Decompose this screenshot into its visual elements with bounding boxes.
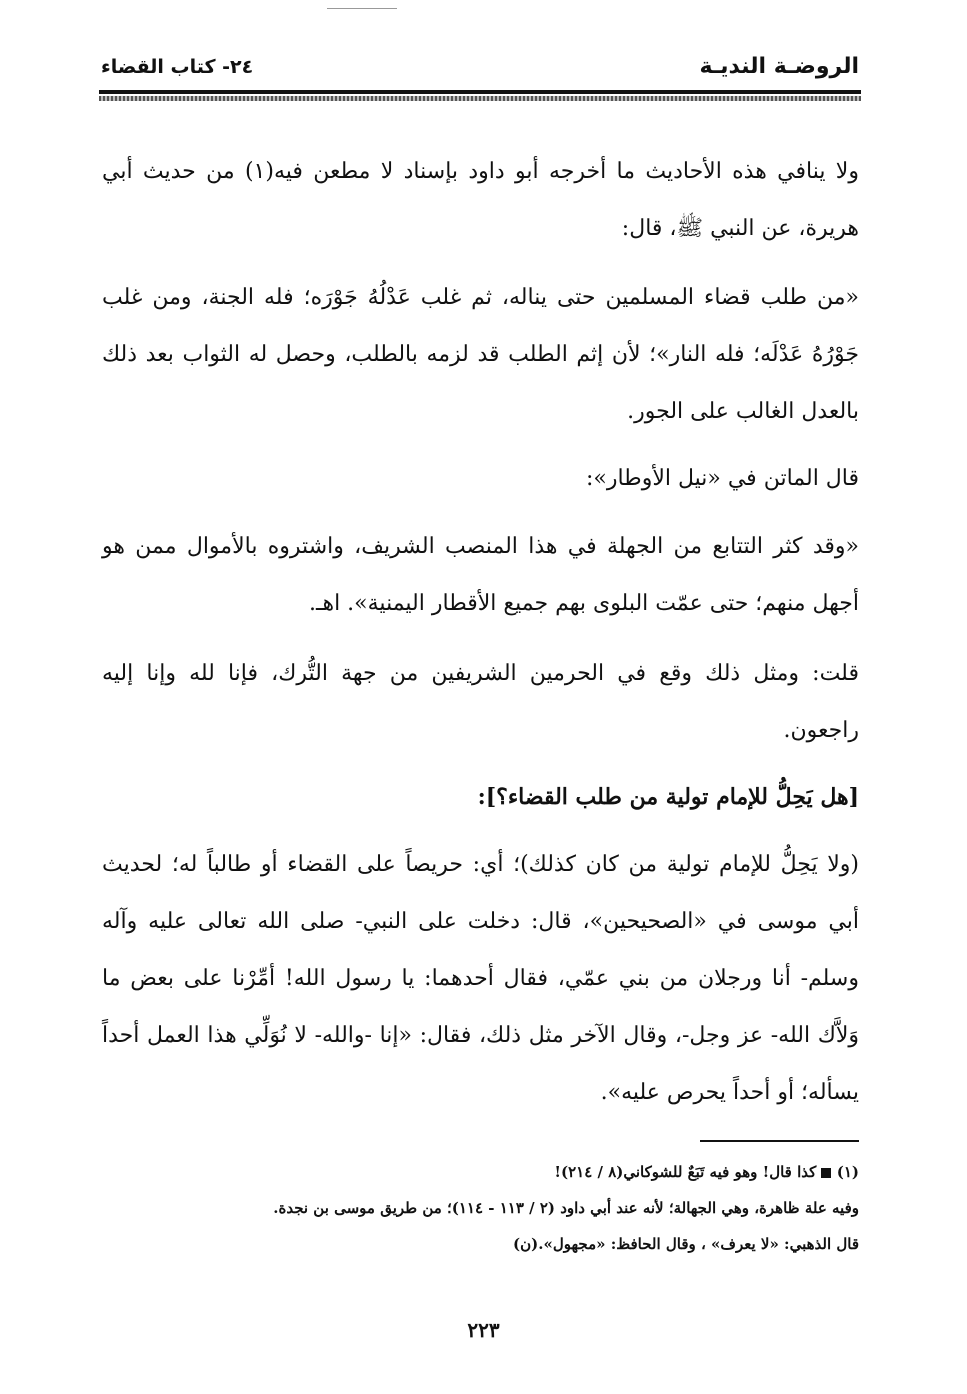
paragraph-7: (ولا يَحِلُّ للإمام تولية من كان كذلك)؛ أي: حريصاً على القضاء أو طالباً له؛ لحديث أبي موسى في «الصحيحين»، قال: دخلت على النبي- صلى الله تعالى عليه وآله وسلم- أنا ورجلان من بني عمّي، فقال أحدهما: يا رسول الله! أمِّرْنا على بعض ما وَلاَّك الله- عز وجل-، وقال الآخر مثل ذلك، فقال: «إنا -والله- لا نُوَلِّي هذا العمل أحداً يسأله؛ أو أحداً يحرص عليه».	[102, 852, 859, 1105]
footnote-line-3: قال الذهبي: «لا يعرف» ، وقال الحافظ: «مجهول».(ن)	[513, 1235, 859, 1253]
paragraph-3: قال الماتن في «نيل الأوطار»:	[585, 466, 859, 491]
running-header	[97, 50, 859, 94]
header-rule	[99, 90, 861, 94]
footnote-text-1: كذا قال! وهو فيه تَبَعٌ للشوكاني(٨ / ٢١٤)!	[554, 1163, 817, 1181]
footnote-number: (١)	[836, 1163, 859, 1181]
footnotes	[102, 1154, 859, 1262]
footnote-line-1	[102, 1154, 859, 1190]
chapter-title: ٢٤- كتاب القضاء	[101, 56, 254, 78]
section-heading: [هل يَحِلُّ للإمام تولية من طلب القضاء؟]:	[477, 784, 859, 810]
page-number: ٢٢٣	[467, 1318, 500, 1342]
paragraph-5: قلت: ومثل ذلك وقع في الحرمين الشريفين من جهة التُّرك، فإنا لله وإنا إليه راجعون.	[102, 661, 859, 743]
book-title: الروضـة النديـة	[699, 54, 859, 79]
footnote-line-2: وفيه علة ظاهرة، وهي الجهالة؛ لأنه عند أبي داود (٢ / ١١٣ - ١١٤)؛ من طريق موسى بن نجدة.	[273, 1199, 859, 1217]
footnote-separator	[700, 1140, 859, 1142]
header-rule-pattern	[99, 96, 861, 101]
paragraph-2: «من طلب قضاء المسلمين حتى يناله، ثم غلب عَدْلُهُ جَوْرَه؛ فله الجنة، ومن غلب جَوْرُهُ عَدْلَه؛ فله النار»؛ لأن إثم الطلب قد لزمه بالطلب، وحصل له الثواب بعد ذلك بالعدل الغالب على الجور.	[102, 285, 859, 424]
paragraph-4: «وقد كثر التتابع من الجهلة في هذا المنصب الشريف، واشتروه بالأموال ممن هو أجهل منهم؛ حتى عمّت البلوى بهم جميع الأقطار اليمنية». اهـ.	[102, 534, 859, 616]
editor-marker-icon	[821, 1168, 831, 1178]
top-edge-mark	[327, 8, 397, 9]
paragraph-1: ولا ينافي هذه الأحاديث ما أخرجه أبو داود بإسناد لا مطعن فيه(١) من حديث أبي هريرة، عن النبي ﷺ، قال:	[102, 159, 859, 241]
